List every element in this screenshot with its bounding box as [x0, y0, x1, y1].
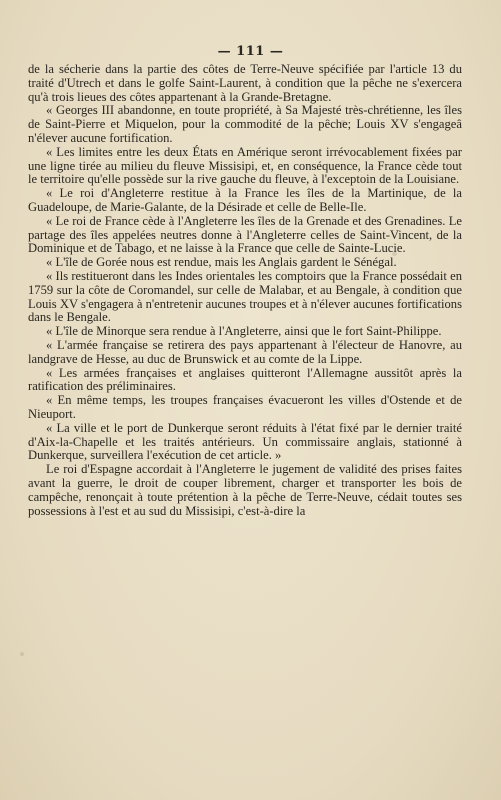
- paragraph: « Les armées françaises et anglaises quitteront l'Allemagne aussitôt après la ratification des préliminaires.: [28, 365, 462, 394]
- paragraph: de la sécherie dans la partie des côtes de Terre-Neuve spécifiée par l'article 13 du traité d'Utrech et dans le golfe Saint-Laurent, à condition que la pêche ne s'exercera qu'à trois lieues des côtes appartenant à la Grande-Bretagne.: [28, 62, 462, 104]
- paragraph: « Georges III abandonne, en toute propriété, à Sa Majesté très-chrétienne, les îles de Saint-Pierre et Miquelon, pour la commodité de la pêche; Louis XV s'engageâ n'élever aucune fortification.: [28, 103, 462, 145]
- paragraph: « Le roi d'Angleterre restitue à la France les îles de la Martinique, de la Guadeloupe, de Marie-Galante, de la Désirade et celle de Belle-Ile.: [28, 186, 462, 214]
- paragraph: « Le roi de France cède à l'Angleterre les îles de la Grenade et des Grenadines. Le partage des îles appelées neutres donne à l'Angleterre celles de Saint-Vincent, de la Dominique et de Tabago, et ne laisse à la France que celle de Sainte-Lucie.: [28, 213, 462, 256]
- paragraph: « L'île de Gorée nous est rendue, mais les Anglais gardent le Sénégal.: [46, 255, 397, 270]
- paragraph: « En même temps, les troupes françaises évacueront les villes d'Ostende et de Nieuport.: [28, 393, 462, 421]
- paragraph: « L'armée française se retirera des pays appartenant à l'électeur de Hanovre, au landgrave de Hesse, au duc de Brunswick et au comte de la Lippe.: [28, 337, 462, 366]
- paragraph: « L'île de Minorque sera rendue à l'Angleterre, ainsi que le fort Saint-Philippe.: [46, 324, 442, 339]
- paragraph: « Ils restitueront dans les Indes orientales les comptoirs que la France possédait en 1759 sur la côte de Coromandel, sur celle de Malabar, et au Bengale, à condition que Louis XV s'engagera à n'entretenir aucunes troupes et à n'élever aucunes fortifications dans le Bengale.: [28, 268, 462, 325]
- paragraph: Le roi d'Espagne accordait à l'Angleterre le jugement de validité des prises faites avant la guerre, le droit de couper librement, charger et transporter les bois de campêche, renonçait à toute prétention à la pêche de Terre-Neuve, cédait toutes ses possessions à l'est et au sud du Missisipi, c'est-à-dire la: [28, 462, 462, 518]
- page-number: — 111 —: [217, 44, 284, 59]
- body-text: [28, 63, 462, 518]
- foxing-spot: [20, 652, 24, 656]
- paragraph: « La ville et le port de Dunkerque seront réduits à l'état fixé par le dernier traité d'Aix-la-Chapelle et les traités antérieurs. Un commissaire anglais, stationné à Dunkerque, surveillera l'exécution de cet article. »: [28, 420, 462, 463]
- paragraph: « Les limites entre les deux États en Amérique seront irrévocablement fixées par une ligne tirée au milieu du fleuve Missisipi, et, en conséquence, la France cède tout le territoire qu'elle possède sur la rive gauche du fleuve, à l'exceptoin de la Louisiane.: [28, 144, 462, 187]
